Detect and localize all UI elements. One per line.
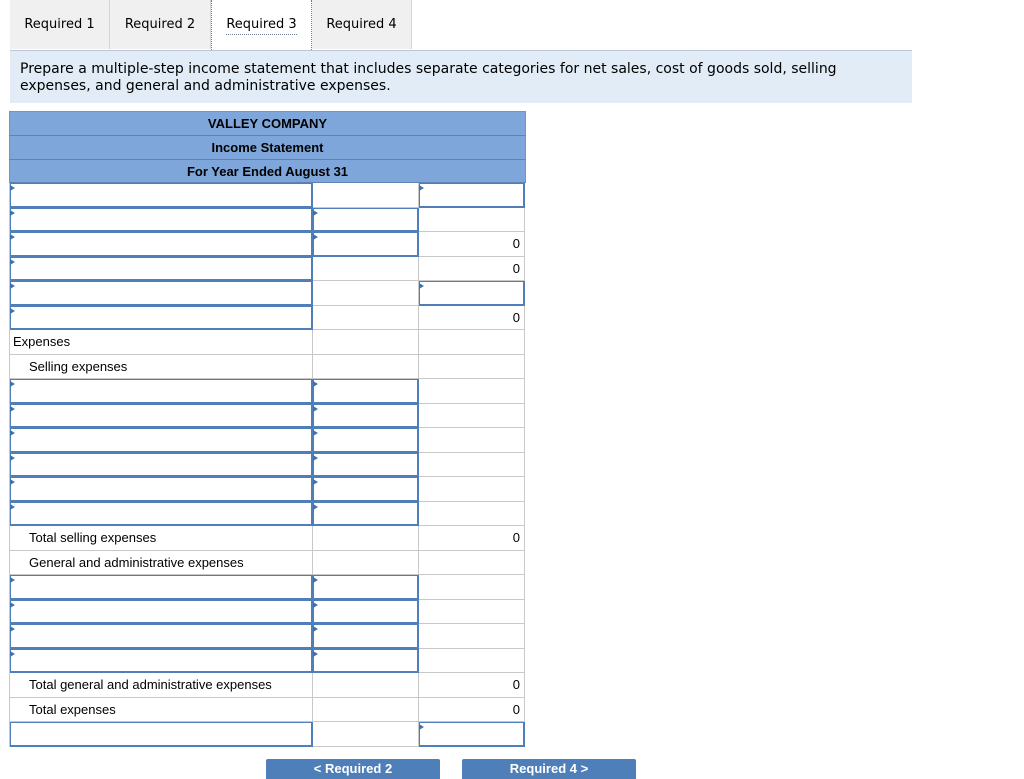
total-cell (419, 600, 525, 625)
total-selling-expenses-value: 0 (419, 526, 525, 551)
amount-input[interactable] (313, 404, 419, 429)
total-cell (419, 624, 525, 649)
amount-cell (313, 673, 419, 698)
amount-input[interactable] (313, 428, 419, 453)
amount-cell (313, 551, 419, 576)
amount-input[interactable] (313, 477, 419, 502)
total-selling-expenses-label: Total selling expenses (10, 526, 313, 551)
table-row (9, 551, 526, 576)
total-cell (419, 551, 525, 576)
total-cell (419, 404, 525, 429)
account-dropdown[interactable] (10, 404, 313, 429)
tab-required-2[interactable]: Required 2 (110, 0, 211, 49)
income-statement-table (9, 111, 526, 747)
total-cell (419, 477, 525, 502)
tab-required-4[interactable]: Required 4 (312, 0, 412, 49)
total-input[interactable] (419, 183, 525, 208)
table-row (9, 698, 526, 723)
statement-period: For Year Ended August 31 (9, 159, 526, 183)
amount-cell (313, 281, 419, 306)
account-dropdown[interactable] (10, 502, 313, 527)
computed-total: 0 (419, 306, 525, 331)
amount-input[interactable] (313, 208, 419, 233)
prev-required-button[interactable]: < Required 2 (266, 759, 440, 779)
amount-input[interactable] (313, 232, 419, 257)
total-cell (419, 379, 525, 404)
tab-required-1[interactable]: Required 1 (10, 0, 110, 49)
amount-input[interactable] (313, 600, 419, 625)
table-row (9, 453, 526, 478)
account-dropdown[interactable] (10, 453, 313, 478)
account-dropdown[interactable] (10, 722, 313, 747)
table-row (9, 379, 526, 404)
amount-input[interactable] (313, 453, 419, 478)
total-cell (419, 355, 525, 380)
next-required-button[interactable]: Required 4 > (462, 759, 636, 779)
amount-cell (313, 306, 419, 331)
total-cell (419, 502, 525, 527)
table-row (9, 502, 526, 527)
table-row (9, 281, 526, 306)
instructions-text: Prepare a multiple-step income statement that includes separate categories for net sales, cost of goods sold, selling expenses, and general and administrative expenses. (20, 61, 837, 94)
table-row (9, 624, 526, 649)
instructions-panel (10, 51, 912, 103)
computed-total: 0 (419, 232, 525, 257)
total-expenses-value: 0 (419, 698, 525, 723)
account-dropdown[interactable] (10, 575, 313, 600)
account-dropdown[interactable] (10, 306, 313, 331)
amount-cell (313, 257, 419, 282)
account-dropdown[interactable] (10, 208, 313, 233)
account-dropdown[interactable] (10, 257, 313, 282)
expenses-label: Expenses (10, 330, 313, 355)
table-row (9, 306, 526, 331)
amount-input[interactable] (313, 379, 419, 404)
table-row (9, 526, 526, 551)
account-dropdown[interactable] (10, 281, 313, 306)
table-row (9, 722, 526, 747)
account-dropdown[interactable] (10, 428, 313, 453)
table-row (9, 232, 526, 257)
amount-cell (313, 355, 419, 380)
table-row (9, 673, 526, 698)
total-expenses-label: Total expenses (10, 698, 313, 723)
table-row (9, 600, 526, 625)
amount-input[interactable] (313, 649, 419, 674)
account-dropdown[interactable] (10, 379, 313, 404)
table-row (9, 477, 526, 502)
total-cell (419, 575, 525, 600)
account-dropdown[interactable] (10, 649, 313, 674)
account-dropdown[interactable] (10, 183, 313, 208)
company-name: VALLEY COMPANY (9, 111, 526, 135)
total-cell (419, 208, 525, 233)
table-row (9, 575, 526, 600)
total-gen-admin-expenses-value: 0 (419, 673, 525, 698)
amount-cell (313, 183, 419, 208)
total-cell (419, 428, 525, 453)
table-row (9, 428, 526, 453)
total-cell (419, 649, 525, 674)
amount-cell (313, 526, 419, 551)
account-dropdown[interactable] (10, 232, 313, 257)
amount-cell (313, 698, 419, 723)
gen-admin-expenses-label: General and administrative expenses (10, 551, 313, 576)
total-input[interactable] (419, 281, 525, 306)
total-gen-admin-expenses-label: Total general and administrative expenses (10, 673, 313, 698)
account-dropdown[interactable] (10, 600, 313, 625)
table-row (9, 404, 526, 429)
tab-required-3-label: Required 3 (226, 17, 296, 35)
amount-input[interactable] (313, 502, 419, 527)
account-dropdown[interactable] (10, 477, 313, 502)
tab-required-3[interactable] (211, 0, 312, 50)
table-row (9, 649, 526, 674)
statement-title: Income Statement (9, 135, 526, 159)
amount-cell (313, 722, 419, 747)
total-cell (419, 453, 525, 478)
table-row (9, 257, 526, 282)
table-row (9, 355, 526, 380)
amount-cell (313, 330, 419, 355)
total-cell (419, 330, 525, 355)
amount-input[interactable] (313, 575, 419, 600)
table-row (9, 208, 526, 233)
selling-expenses-label: Selling expenses (10, 355, 313, 380)
table-row (9, 330, 526, 355)
table-row (9, 183, 526, 208)
amount-input[interactable] (313, 624, 419, 649)
total-input[interactable] (419, 722, 525, 747)
computed-total: 0 (419, 257, 525, 282)
tab-bar (10, 0, 912, 51)
account-dropdown[interactable] (10, 624, 313, 649)
